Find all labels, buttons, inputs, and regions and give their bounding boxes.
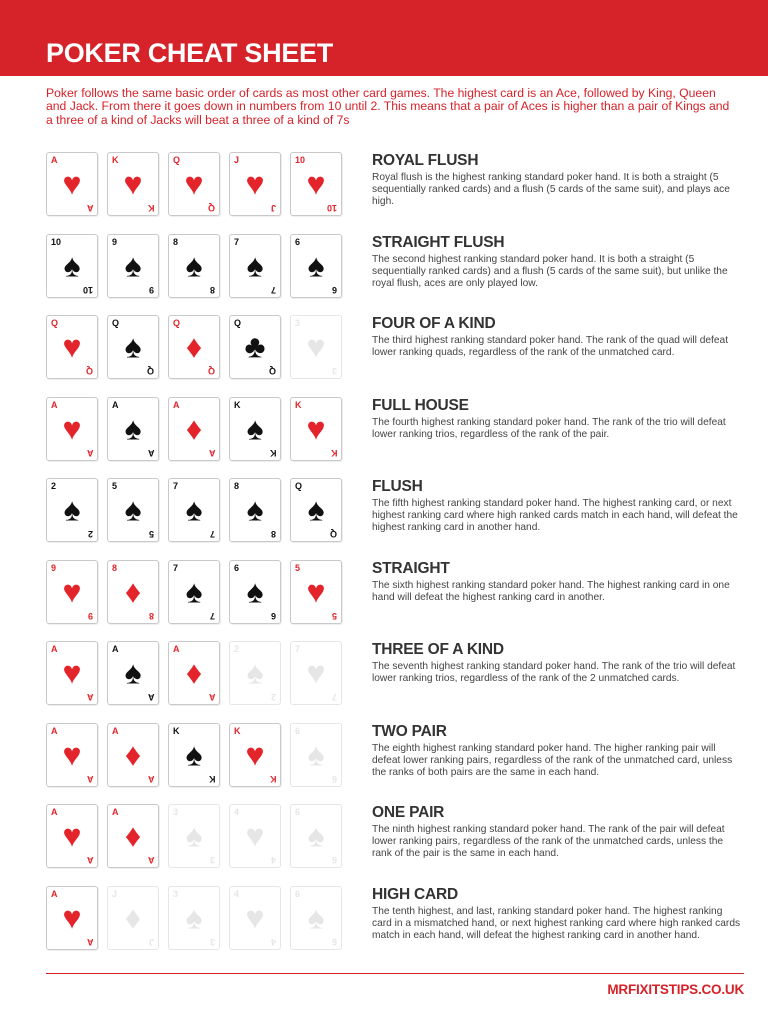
card-rank: 6 [295,725,301,736]
playing-card [290,234,342,298]
club-icon: ♣ [244,328,266,365]
heart-icon: ♥ [62,409,82,446]
page-title: POKER CHEAT SHEET [46,38,333,68]
playing-card [107,886,159,950]
card-rank-bottom: K [147,203,154,213]
card-rank-bottom: 6 [331,773,337,784]
playing-card [290,478,342,542]
hand-cards [46,560,346,626]
hand-row [0,560,768,642]
card-rank: 9 [112,236,118,247]
hand-cards [46,886,346,952]
heart-icon: ♥ [184,165,204,202]
heart-icon: ♥ [62,898,82,935]
diamond-icon: ♦ [185,409,203,446]
spade-icon: ♠ [63,246,81,283]
card-rank: 6 [295,888,301,899]
heart-icon: ♥ [62,328,82,365]
playing-card [229,886,281,950]
card-rank: J [234,155,240,165]
card-rank-bottom: 3 [331,366,337,376]
hand-cards [46,641,346,707]
heart-icon: ♥ [245,817,265,854]
card-rank: 4 [234,888,240,899]
hand-row [0,315,768,397]
playing-card [229,641,281,705]
hand-description: The sixth highest ranking standard poker hand. The highest ranking card in one hand will defeat the highest ranking card in another. [372,579,730,603]
card-rank-bottom: A [208,447,215,458]
card-rank: A [51,644,58,654]
card-rank-bottom: 10 [326,203,337,213]
hand-description: The seventh highest ranking standard poker hand. The rank of the trio will defeat lower ranking trios, regardless of the rank of the 2 unmatched cards. [372,661,736,685]
card-rank-bottom: 8 [148,610,154,621]
playing-card [107,315,159,379]
card-rank: J [112,888,118,899]
heart-icon: ♥ [306,409,326,446]
playing-card [46,152,98,216]
playing-card [107,152,159,216]
card-rank-bottom: J [148,936,154,947]
playing-card [168,886,220,950]
card-rank: 10 [51,236,62,247]
card-rank-bottom: 9 [87,610,93,621]
card-rank-bottom: J [270,203,276,213]
card-rank-bottom: 4 [270,936,276,947]
hand-row [0,641,768,723]
playing-card [229,560,281,624]
hand-row [0,397,768,479]
diamond-icon: ♦ [124,735,142,772]
footer-brand: MRFIXITSTIPS.CO.UK [607,982,744,997]
heart-icon: ♥ [62,817,82,854]
card-rank-bottom: 2 [87,529,93,539]
card-rank: 3 [173,888,179,899]
card-rank: 5 [295,562,301,573]
card-rank: A [51,807,58,817]
card-rank: A [112,807,119,817]
card-rank-bottom: A [86,936,93,947]
spade-icon: ♠ [246,572,264,609]
card-rank: 2 [234,644,240,654]
card-rank-bottom: K [269,447,276,458]
hand-title: STRAIGHT [372,559,450,577]
playing-card [290,723,342,787]
heart-icon: ♥ [62,654,82,691]
card-rank: 2 [51,481,57,491]
spade-icon: ♠ [124,246,142,283]
hand-description: The fifth highest ranking standard poker hand. The highest ranking card, or next highest ranking card where high ranked cards match in each hand, will defeat the highest ranking card in another hand. [372,498,738,534]
spade-icon: ♠ [307,491,325,528]
spade-icon: ♠ [124,328,142,365]
hand-description: The ninth highest ranking standard poker hand. The rank of the pair will defeat lower ranking pairs, regardless of the rank of the unmatched cards, unless the rank of the pair is the same in each hand. [372,824,725,860]
spade-icon: ♠ [124,409,142,446]
card-rank-bottom: 6 [331,936,337,947]
card-rank-bottom: 5 [148,529,154,539]
spade-icon: ♠ [246,246,264,283]
card-rank: Q [173,155,181,165]
hand-cards [46,478,346,544]
card-rank-bottom: 5 [331,610,337,621]
card-rank: 10 [295,155,306,165]
spade-icon: ♠ [185,572,203,609]
hand-description: The eighth highest ranking standard poker hand. The higher ranking pair will defeat lower ranking pairs, regardless of the rank of the unmatched card, unless the ranks of both pairs are the same in each hand. [372,742,733,778]
hand-title: FOUR OF A KIND [372,315,496,332]
heart-icon: ♥ [245,165,265,202]
card-rank: 8 [112,562,118,573]
playing-card [168,560,220,624]
card-rank: 7 [295,644,301,654]
playing-card [168,152,220,216]
diamond-icon: ♦ [185,654,203,691]
header-banner [0,0,768,76]
hand-title: THREE OF A KIND [372,641,504,658]
hand-description: Royal flush is the highest ranking standard poker hand. It is both a straight (5 sequentially ranked cards) and a flush (5 cards of the same suit), and plays ace high. [372,172,730,208]
spade-icon: ♠ [307,735,325,772]
playing-card [107,397,159,461]
playing-card [107,641,159,705]
spade-icon: ♠ [185,817,203,854]
hand-row [0,886,768,968]
card-rank-bottom: 4 [270,855,276,865]
card-rank: 9 [51,562,57,573]
card-rank-bottom: 7 [209,529,215,539]
card-rank-bottom: Q [207,203,215,213]
spade-icon: ♠ [185,898,203,935]
playing-card [107,723,159,787]
spade-icon: ♠ [307,817,325,854]
card-rank-bottom: 3 [209,936,215,947]
card-rank-bottom: A [86,692,93,702]
spade-icon: ♠ [246,654,264,691]
card-rank: 4 [234,807,240,817]
playing-card [290,152,342,216]
card-rank: K [234,399,241,410]
heart-icon: ♥ [245,898,265,935]
card-rank-bottom: K [269,773,276,784]
playing-card [168,234,220,298]
card-rank-bottom: Q [268,366,276,376]
playing-card [46,886,98,950]
playing-card [168,397,220,461]
hand-description: The third highest ranking standard poker hand. The rank of the quad will defeat lower ranking quads, regardless of the rank of the unmatched card. [372,335,729,359]
card-rank-bottom: 9 [148,284,154,295]
card-rank-bottom: 7 [209,610,215,621]
playing-card [107,804,159,868]
card-rank: Q [295,481,303,491]
card-rank-bottom: K [208,773,215,784]
card-rank-bottom: 10 [82,284,93,295]
card-rank: 3 [173,807,179,817]
card-rank: K [295,399,302,410]
playing-card [46,804,98,868]
playing-card [229,478,281,542]
heart-icon: ♥ [306,654,326,691]
card-rank: A [112,644,119,654]
heart-icon: ♥ [306,165,326,202]
hand-row [0,804,768,886]
card-rank: 8 [173,236,179,247]
card-rank-bottom: Q [329,529,337,539]
hand-cards [46,315,346,381]
hand-description: The second highest ranking standard poker hand. It is both a straight (5 sequentially ranked cards) and a flush (5 cards of the same suit), but unlike the royal flush, aces are only played low. [372,253,728,289]
playing-card [229,152,281,216]
card-rank: 3 [295,318,301,328]
heart-icon: ♥ [62,735,82,772]
card-rank-bottom: A [147,447,154,458]
card-rank: 5 [112,481,118,491]
hand-title: ROYAL FLUSH [372,152,479,169]
playing-card [46,478,98,542]
playing-card [229,234,281,298]
card-rank-bottom: 7 [331,692,337,702]
hand-title: STRAIGHT FLUSH [372,233,505,251]
playing-card [290,804,342,868]
playing-card [168,641,220,705]
heart-icon: ♥ [245,735,265,772]
card-rank: K [173,725,180,736]
card-rank-bottom: 6 [331,284,337,295]
hand-cards [46,234,346,300]
hand-title: TWO PAIR [372,722,447,740]
hand-description: The fourth highest ranking standard poker hand. The rank of the trio will defeat lower ranking trios, regardless of the rank of the pair. [372,416,726,440]
card-rank-bottom: 3 [209,855,215,865]
card-rank: 6 [295,807,301,817]
hand-title: FULL HOUSE [372,396,469,414]
card-rank-bottom: 8 [270,529,276,539]
playing-card [290,641,342,705]
card-rank-bottom: Q [207,366,215,376]
playing-card [107,560,159,624]
card-rank: A [112,725,119,736]
playing-card [107,234,159,298]
card-rank: 8 [234,481,240,491]
card-rank: 7 [234,236,240,247]
card-rank-bottom: A [147,773,154,784]
playing-card [46,315,98,379]
heart-icon: ♥ [62,572,82,609]
spade-icon: ♠ [185,491,203,528]
card-rank: A [112,399,119,410]
hand-title: HIGH CARD [372,885,459,903]
playing-card [46,560,98,624]
card-rank: A [51,888,58,899]
intro-text: Poker follows the same basic order of cards as most other card games. The highest card is an Ace, followed by King, Queen and Jack. From there it goes down in numbers from 10 until 2. This means that a pair of Aces is higher than a pair of Kings and a three of a kind of Jacks will beat a three of a kind of 7s [46,86,730,127]
card-rank: A [51,399,58,410]
spade-icon: ♠ [307,898,325,935]
card-rank: 7 [173,562,179,573]
hand-cards [46,804,346,870]
card-rank: 7 [173,481,179,491]
card-rank: 6 [295,236,301,247]
diamond-icon: ♦ [124,898,142,935]
heart-icon: ♥ [62,165,82,202]
card-rank-bottom: 7 [270,284,276,295]
card-rank: Q [234,318,242,328]
card-rank: K [112,155,119,165]
card-rank-bottom: 8 [209,284,215,295]
hand-row [0,152,768,234]
spade-icon: ♠ [246,409,264,446]
playing-card [229,315,281,379]
playing-card [46,397,98,461]
hand-title: ONE PAIR [372,804,445,821]
card-rank-bottom: A [86,773,93,784]
card-rank-bottom: A [147,855,154,865]
playing-card [107,478,159,542]
diamond-icon: ♦ [185,328,203,365]
card-rank-bottom: Q [85,366,93,376]
playing-card [290,315,342,379]
card-rank-bottom: K [330,447,337,458]
card-rank: A [173,399,180,410]
playing-card [46,723,98,787]
hand-cards [46,723,346,789]
playing-card [46,641,98,705]
playing-card [290,397,342,461]
hand-cards [46,397,346,463]
hand-row [0,723,768,805]
card-rank-bottom: A [147,692,154,702]
card-rank: 6 [234,562,240,573]
card-rank: A [51,725,58,736]
card-rank: Q [51,318,59,328]
hand-row [0,478,768,560]
spade-icon: ♠ [63,491,81,528]
diamond-icon: ♦ [124,817,142,854]
spade-icon: ♠ [124,654,142,691]
spade-icon: ♠ [185,735,203,772]
hand-cards [46,152,346,218]
card-rank-bottom: A [208,692,215,702]
card-rank: Q [112,318,120,328]
heart-icon: ♥ [306,572,326,609]
card-rank: A [173,644,180,654]
playing-card [168,723,220,787]
hand-description: The tenth highest, and last, ranking standard poker hand. The highest ranking card in a mismatched hand, or next highest ranking card where high ranked cards match in each hand, will defeat the highest ranking card in another hand. [372,905,741,941]
card-rank-bottom: 6 [270,610,276,621]
heart-icon: ♥ [306,328,326,365]
playing-card [168,315,220,379]
hand-row [0,234,768,316]
spade-icon: ♠ [307,246,325,283]
spade-icon: ♠ [246,491,264,528]
playing-card [168,478,220,542]
footer-divider [46,973,744,974]
card-rank-bottom: 2 [270,692,276,702]
playing-card [46,234,98,298]
playing-card [168,804,220,868]
card-rank-bottom: Q [146,366,154,376]
playing-card [290,886,342,950]
diamond-icon: ♦ [124,572,142,609]
card-rank-bottom: A [86,855,93,865]
playing-card [229,804,281,868]
playing-card [290,560,342,624]
card-rank-bottom: A [86,203,93,213]
card-rank: A [51,155,58,165]
card-rank-bottom: A [86,447,93,458]
spade-icon: ♠ [124,491,142,528]
heart-icon: ♥ [123,165,143,202]
card-rank: K [234,725,241,736]
card-rank: Q [173,318,181,328]
playing-card [229,723,281,787]
hand-title: FLUSH [372,478,423,495]
card-rank-bottom: 6 [331,855,337,865]
playing-card [229,397,281,461]
spade-icon: ♠ [185,246,203,283]
